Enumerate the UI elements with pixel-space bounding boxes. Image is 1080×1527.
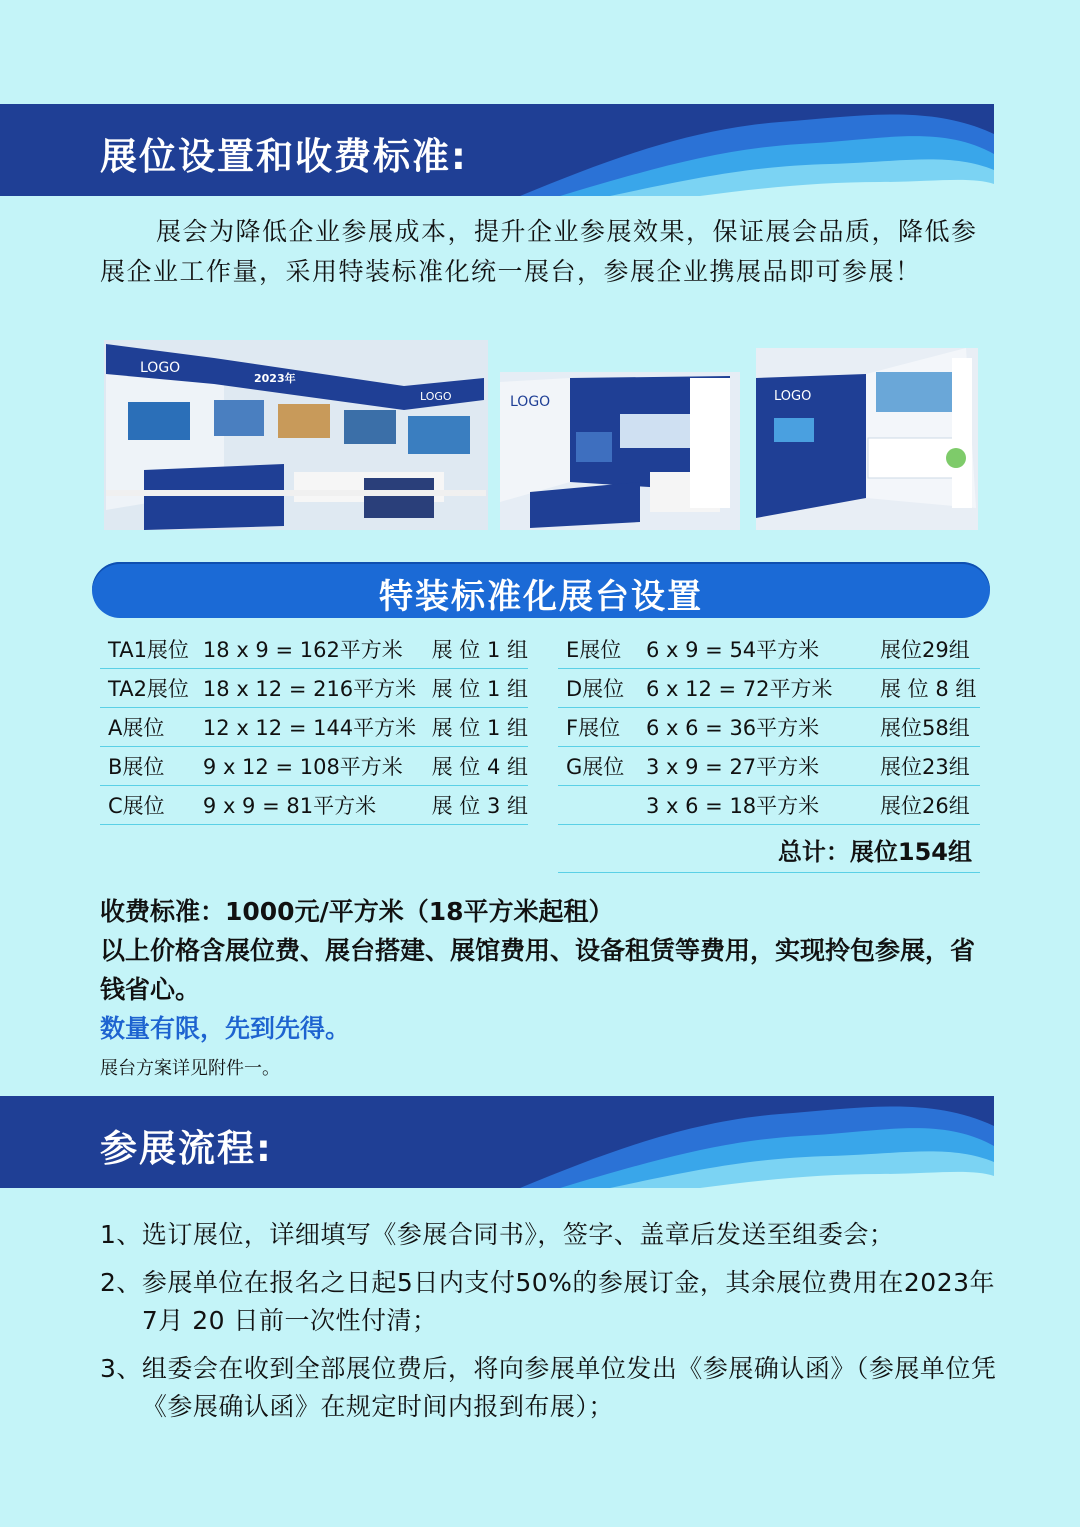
booth-type — [558, 786, 638, 825]
booth-count: 展位58组 — [872, 708, 980, 747]
step-number: 2、 — [100, 1268, 142, 1297]
booth-type: TA2展位 — [100, 669, 195, 708]
fee-limited-notice: 数量有限，先到先得。 — [100, 1014, 351, 1043]
fee-standard: 收费标准：1000元/平方米（18平方米起租） — [100, 897, 614, 926]
booth-size: 18 x 12 = 216平方米 — [195, 669, 424, 708]
booth-count: 展位29组 — [872, 630, 980, 669]
booth-total: 总计：展位154组 — [777, 838, 972, 866]
divider — [558, 872, 980, 873]
step-text: 参展单位在报名之日起5日内支付50%的参展订金，其余展位费用在2023年 7月 20 日前一次性付清； — [141, 1268, 996, 1335]
table-row — [558, 747, 980, 786]
step-number: 1、 — [100, 1220, 142, 1249]
intro-paragraph: 展会为降低企业参展成本，提升企业参展效果，保证展会品质，降低参展企业工作量，采用特装标准化统一展台，参展企业携展品即可参展！ — [100, 217, 978, 286]
booth-size: 12 x 12 = 144平方米 — [195, 708, 424, 747]
table-row — [100, 708, 528, 747]
section-header-booth-fees — [0, 104, 994, 196]
booth-photo-1 — [104, 340, 488, 530]
table-row — [100, 786, 528, 825]
fee-block — [100, 892, 990, 1048]
booth-table-right — [558, 630, 980, 825]
booth-type: F展位 — [558, 708, 638, 747]
booth-type: D展位 — [558, 669, 638, 708]
booth-type: G展位 — [558, 747, 638, 786]
booth-type: E展位 — [558, 630, 638, 669]
booth-photo-1-logo-right: LOGO — [420, 390, 452, 403]
booth-size: 6 x 6 = 36平方米 — [638, 708, 872, 747]
step-text: 选订展位，详细填写《参展合同书》，签字、盖章后发送至组委会； — [141, 1220, 895, 1249]
list-item — [100, 1350, 1000, 1426]
booth-count: 展位23组 — [872, 747, 980, 786]
booth-setup-heading — [92, 562, 990, 618]
booth-size: 3 x 9 = 27平方米 — [638, 747, 872, 786]
process-steps — [100, 1216, 1000, 1436]
step-text: 组委会在收到全部展位费后，将向参展单位发出《参展确认函》（参展单位凭《参展确认函》在规定时间内报到布展）； — [141, 1354, 997, 1421]
booth-photo-1-header: 2023年 — [254, 372, 296, 385]
booth-type: C展位 — [100, 786, 195, 825]
table-row — [558, 669, 980, 708]
booth-size: 9 x 12 = 108平方米 — [195, 747, 424, 786]
booth-photo-3 — [756, 348, 978, 530]
booth-photo-1-logo-left: LOGO — [140, 360, 181, 376]
table-row — [558, 786, 980, 825]
table-row — [100, 747, 528, 786]
list-item — [100, 1264, 1000, 1340]
table-row — [100, 669, 528, 708]
booth-setup-title: 特装标准化展台设置 — [379, 577, 703, 617]
section-header-process — [0, 1096, 994, 1188]
booth-count: 展 位 8 组 — [872, 669, 980, 708]
list-item — [100, 1216, 1000, 1254]
step-number: 3、 — [100, 1354, 142, 1383]
booth-photo-3-logo: LOGO — [774, 389, 812, 404]
booth-size: 9 x 9 = 81平方米 — [195, 786, 424, 825]
booth-count: 展 位 1 组 — [424, 708, 528, 747]
booth-count: 展 位 1 组 — [424, 630, 528, 669]
booth-count: 展位26组 — [872, 786, 980, 825]
booth-count: 展 位 4 组 — [424, 747, 528, 786]
fee-includes: 以上价格含展位费、展台搭建、展馆费用、设备租赁等费用，实现拎包参展，省钱省心。 — [100, 936, 976, 1004]
table-row — [558, 630, 980, 669]
attachment-note: 展台方案详见附件一。 — [100, 1058, 280, 1079]
booth-size: 3 x 6 = 18平方米 — [638, 786, 872, 825]
booth-size: 18 x 9 = 162平方米 — [195, 630, 424, 669]
booth-photo-2-logo: LOGO — [510, 394, 551, 410]
booth-size: 6 x 12 = 72平方米 — [638, 669, 872, 708]
booth-type: TA1展位 — [100, 630, 195, 669]
booth-count: 展 位 1 组 — [424, 669, 528, 708]
booth-photo-2 — [500, 372, 740, 530]
booth-type: B展位 — [100, 747, 195, 786]
section-title: 展位设置和收费标准: — [100, 135, 468, 178]
booth-size: 6 x 9 = 54平方米 — [638, 630, 872, 669]
table-row — [100, 630, 528, 669]
booth-photos — [0, 340, 1080, 540]
table-row — [558, 708, 980, 747]
booth-table-left — [100, 630, 528, 825]
booth-count: 展 位 3 组 — [424, 786, 528, 825]
booth-type: A展位 — [100, 708, 195, 747]
section-title: 参展流程: — [100, 1127, 273, 1170]
